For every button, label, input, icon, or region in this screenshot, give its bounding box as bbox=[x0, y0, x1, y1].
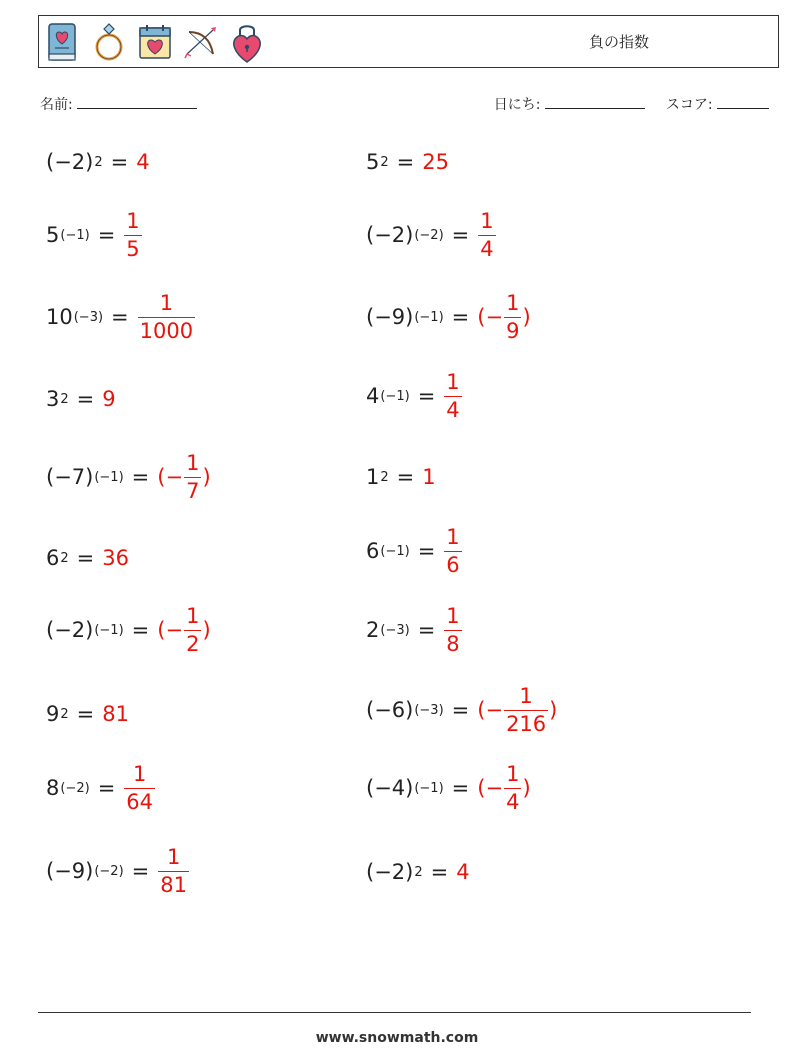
answer bbox=[102, 386, 116, 411]
answer bbox=[157, 452, 210, 501]
answer-value: 4 bbox=[136, 149, 150, 174]
power-exponent: (−1) bbox=[414, 309, 444, 325]
equals-sign: = bbox=[451, 223, 470, 247]
fraction-numerator: 1 bbox=[186, 451, 200, 476]
problem-item bbox=[46, 528, 129, 588]
power-base: 6 bbox=[366, 538, 380, 563]
equals-sign: = bbox=[451, 698, 470, 722]
power-expression bbox=[46, 775, 90, 800]
equals-sign: = bbox=[417, 384, 436, 408]
power-exponent: (−1) bbox=[60, 227, 90, 243]
answer-close-paren: ) bbox=[522, 304, 531, 329]
fraction-numerator: 1 bbox=[126, 209, 140, 234]
ring-icon bbox=[91, 20, 127, 64]
score-label: スコア: bbox=[665, 97, 713, 113]
fraction-denominator: 5 bbox=[126, 236, 140, 261]
answer-close-paren: ) bbox=[522, 775, 531, 800]
power-expression bbox=[366, 304, 444, 329]
answer bbox=[477, 210, 496, 259]
equals-sign: = bbox=[76, 387, 95, 411]
answer bbox=[477, 763, 530, 812]
fraction-numerator: 1 bbox=[186, 604, 200, 629]
problem-item bbox=[366, 521, 463, 581]
equals-sign: = bbox=[451, 305, 470, 329]
power-base: (−2) bbox=[366, 859, 414, 884]
power-exponent: (−1) bbox=[380, 388, 410, 404]
heart-lock-icon bbox=[229, 20, 265, 64]
answer bbox=[477, 685, 557, 734]
power-base: (−2) bbox=[366, 222, 414, 247]
answer bbox=[443, 526, 462, 575]
power-exponent: 2 bbox=[414, 864, 423, 880]
answer-fraction bbox=[444, 371, 461, 420]
fraction-numerator: 1 bbox=[446, 370, 460, 395]
equals-sign: = bbox=[396, 465, 415, 489]
answer-open-paren-minus: (− bbox=[157, 464, 184, 489]
answer bbox=[422, 464, 436, 489]
fraction-numerator: 1 bbox=[506, 291, 520, 316]
fraction-denominator: 4 bbox=[506, 789, 520, 814]
power-base: 1 bbox=[366, 464, 380, 489]
fraction-denominator: 4 bbox=[480, 236, 494, 261]
power-exponent: (−3) bbox=[380, 622, 410, 638]
answer-value: 81 bbox=[102, 701, 129, 726]
power-base: 3 bbox=[46, 386, 60, 411]
power-base: 5 bbox=[46, 222, 60, 247]
fraction-denominator: 1000 bbox=[139, 318, 194, 343]
answer-fraction bbox=[504, 292, 521, 341]
answer-fraction bbox=[444, 526, 461, 575]
answer bbox=[443, 605, 462, 654]
equals-sign: = bbox=[97, 776, 116, 800]
equals-sign: = bbox=[110, 150, 129, 174]
date-blank[interactable] bbox=[545, 95, 645, 109]
footer-site: www.snowmath.com bbox=[315, 1030, 479, 1046]
power-exponent: (−2) bbox=[60, 780, 90, 796]
fraction-numerator: 1 bbox=[446, 604, 460, 629]
power-exponent: (−1) bbox=[94, 469, 124, 485]
date-label: 日にち: bbox=[493, 97, 541, 113]
fraction-denominator: 9 bbox=[506, 318, 520, 343]
equals-sign: = bbox=[396, 150, 415, 174]
problem-item bbox=[46, 841, 190, 901]
answer-value: 36 bbox=[102, 545, 129, 570]
answer-fraction bbox=[158, 846, 189, 895]
answer-value: 1 bbox=[422, 464, 436, 489]
power-base: (−2) bbox=[46, 617, 94, 642]
power-expression bbox=[366, 617, 410, 642]
answer-close-paren: ) bbox=[202, 617, 211, 642]
power-expression bbox=[366, 697, 444, 722]
answer bbox=[102, 545, 129, 570]
equals-sign: = bbox=[76, 546, 95, 570]
answer bbox=[102, 701, 129, 726]
answer-fraction bbox=[184, 605, 201, 654]
answer bbox=[123, 763, 156, 812]
fraction-denominator: 8 bbox=[446, 631, 460, 656]
equals-sign: = bbox=[430, 860, 449, 884]
date-score-fields bbox=[494, 94, 769, 114]
problem-item bbox=[366, 600, 463, 660]
power-base: (−9) bbox=[46, 858, 94, 883]
answer-fraction bbox=[124, 763, 155, 812]
power-exponent: (−2) bbox=[414, 227, 444, 243]
answer bbox=[136, 149, 150, 174]
fraction-denominator: 81 bbox=[160, 872, 187, 897]
answer-fraction bbox=[444, 605, 461, 654]
power-expression bbox=[366, 538, 410, 563]
power-expression bbox=[366, 464, 389, 489]
score-blank[interactable] bbox=[717, 95, 769, 109]
answer-fraction bbox=[138, 292, 195, 341]
problem-item bbox=[366, 680, 557, 740]
answer-close-paren: ) bbox=[202, 464, 211, 489]
problem-item bbox=[46, 600, 211, 660]
problem-item bbox=[46, 447, 211, 507]
power-expression bbox=[366, 859, 423, 884]
equals-sign: = bbox=[111, 305, 129, 329]
power-expression bbox=[46, 545, 69, 570]
power-base: (−4) bbox=[366, 775, 414, 800]
power-exponent: 2 bbox=[380, 469, 389, 485]
answer-open-paren-minus: (− bbox=[477, 775, 504, 800]
answer bbox=[456, 859, 470, 884]
power-expression bbox=[46, 617, 124, 642]
fraction-numerator: 1 bbox=[506, 762, 520, 787]
calendar-heart-icon bbox=[137, 20, 173, 64]
fraction-denominator: 2 bbox=[186, 631, 200, 656]
power-exponent: 2 bbox=[380, 154, 389, 170]
worksheet-title: 負の指数 bbox=[588, 33, 649, 51]
power-exponent: (−3) bbox=[414, 702, 444, 718]
problem-item bbox=[46, 132, 150, 192]
power-base: (−2) bbox=[46, 149, 94, 174]
power-expression bbox=[366, 149, 389, 174]
equals-sign: = bbox=[97, 223, 116, 247]
power-exponent: (−1) bbox=[380, 543, 410, 559]
fraction-denominator: 64 bbox=[126, 789, 154, 814]
answer-value: 9 bbox=[102, 386, 116, 411]
problem-item bbox=[366, 132, 449, 192]
answer-value: 4 bbox=[456, 859, 470, 884]
problem-item bbox=[46, 205, 143, 265]
problem-item bbox=[366, 447, 436, 507]
problem-item bbox=[366, 205, 497, 265]
power-base: 5 bbox=[366, 149, 380, 174]
power-base: 9 bbox=[46, 701, 60, 726]
answer bbox=[443, 371, 462, 420]
answer bbox=[422, 149, 449, 174]
fraction-numerator: 1 bbox=[132, 762, 147, 787]
power-exponent: 2 bbox=[60, 391, 69, 407]
power-exponent: 2 bbox=[94, 154, 103, 170]
answer bbox=[157, 605, 210, 654]
answer bbox=[123, 210, 142, 259]
power-exponent: (−2) bbox=[94, 863, 124, 879]
equals-sign: = bbox=[451, 776, 470, 800]
problem-item bbox=[46, 287, 196, 347]
power-expression bbox=[366, 775, 444, 800]
fraction-numerator: 1 bbox=[166, 845, 181, 870]
fraction-denominator: 6 bbox=[446, 552, 460, 577]
answer-value: 25 bbox=[422, 149, 449, 174]
power-expression bbox=[46, 858, 124, 883]
fraction-numerator: 1 bbox=[519, 684, 533, 709]
power-base: (−9) bbox=[366, 304, 414, 329]
answer-close-paren: ) bbox=[549, 697, 558, 722]
fraction-numerator: 1 bbox=[159, 291, 174, 316]
power-exponent: 2 bbox=[60, 706, 69, 722]
power-exponent: (−3) bbox=[73, 309, 104, 325]
answer bbox=[137, 292, 196, 341]
power-base: 6 bbox=[46, 545, 60, 570]
power-base: 2 bbox=[366, 617, 380, 642]
answer-open-paren-minus: (− bbox=[477, 304, 504, 329]
problem-item bbox=[46, 758, 156, 818]
answer bbox=[157, 846, 190, 895]
power-expression bbox=[366, 222, 444, 247]
problem-item bbox=[46, 369, 116, 429]
header-box bbox=[38, 15, 779, 68]
answer-fraction bbox=[504, 685, 548, 734]
name-label: 名前: bbox=[40, 97, 73, 113]
power-expression bbox=[46, 149, 103, 174]
power-exponent: (−1) bbox=[94, 622, 124, 638]
power-base: (−7) bbox=[46, 464, 94, 489]
problem-item bbox=[366, 287, 531, 347]
power-expression bbox=[46, 701, 69, 726]
footer-divider bbox=[38, 1012, 751, 1013]
power-exponent: 2 bbox=[60, 550, 69, 566]
answer-open-paren-minus: (− bbox=[157, 617, 184, 642]
bow-arrow-icon bbox=[183, 20, 219, 64]
power-expression bbox=[46, 304, 104, 329]
power-base: 10 bbox=[46, 304, 73, 329]
problem-item bbox=[366, 842, 470, 902]
equals-sign: = bbox=[131, 465, 150, 489]
answer-fraction bbox=[478, 210, 495, 259]
power-base: (−6) bbox=[366, 697, 414, 722]
name-field bbox=[40, 94, 197, 114]
power-exponent: (−1) bbox=[414, 780, 444, 796]
answer-fraction bbox=[504, 763, 521, 812]
name-blank[interactable] bbox=[77, 95, 197, 109]
answer-fraction bbox=[124, 210, 141, 259]
problem-item bbox=[366, 366, 463, 426]
power-expression bbox=[46, 222, 90, 247]
equals-sign: = bbox=[417, 539, 436, 563]
fraction-numerator: 1 bbox=[446, 525, 460, 550]
equals-sign: = bbox=[131, 618, 150, 642]
power-expression bbox=[46, 464, 124, 489]
answer-fraction bbox=[184, 452, 201, 501]
equals-sign: = bbox=[76, 702, 95, 726]
icon-row bbox=[45, 20, 265, 64]
problem-item bbox=[46, 684, 129, 744]
book-heart-icon bbox=[45, 20, 81, 64]
power-base: 8 bbox=[46, 775, 60, 800]
problem-item bbox=[366, 758, 531, 818]
power-expression bbox=[366, 383, 410, 408]
equals-sign: = bbox=[417, 618, 436, 642]
power-base: 4 bbox=[366, 383, 380, 408]
fraction-numerator: 1 bbox=[480, 209, 494, 234]
fraction-denominator: 216 bbox=[506, 711, 547, 736]
answer bbox=[477, 292, 530, 341]
fraction-denominator: 4 bbox=[446, 397, 460, 422]
answer-open-paren-minus: (− bbox=[477, 697, 504, 722]
power-expression bbox=[46, 386, 69, 411]
equals-sign: = bbox=[131, 859, 150, 883]
fraction-denominator: 7 bbox=[186, 478, 200, 503]
